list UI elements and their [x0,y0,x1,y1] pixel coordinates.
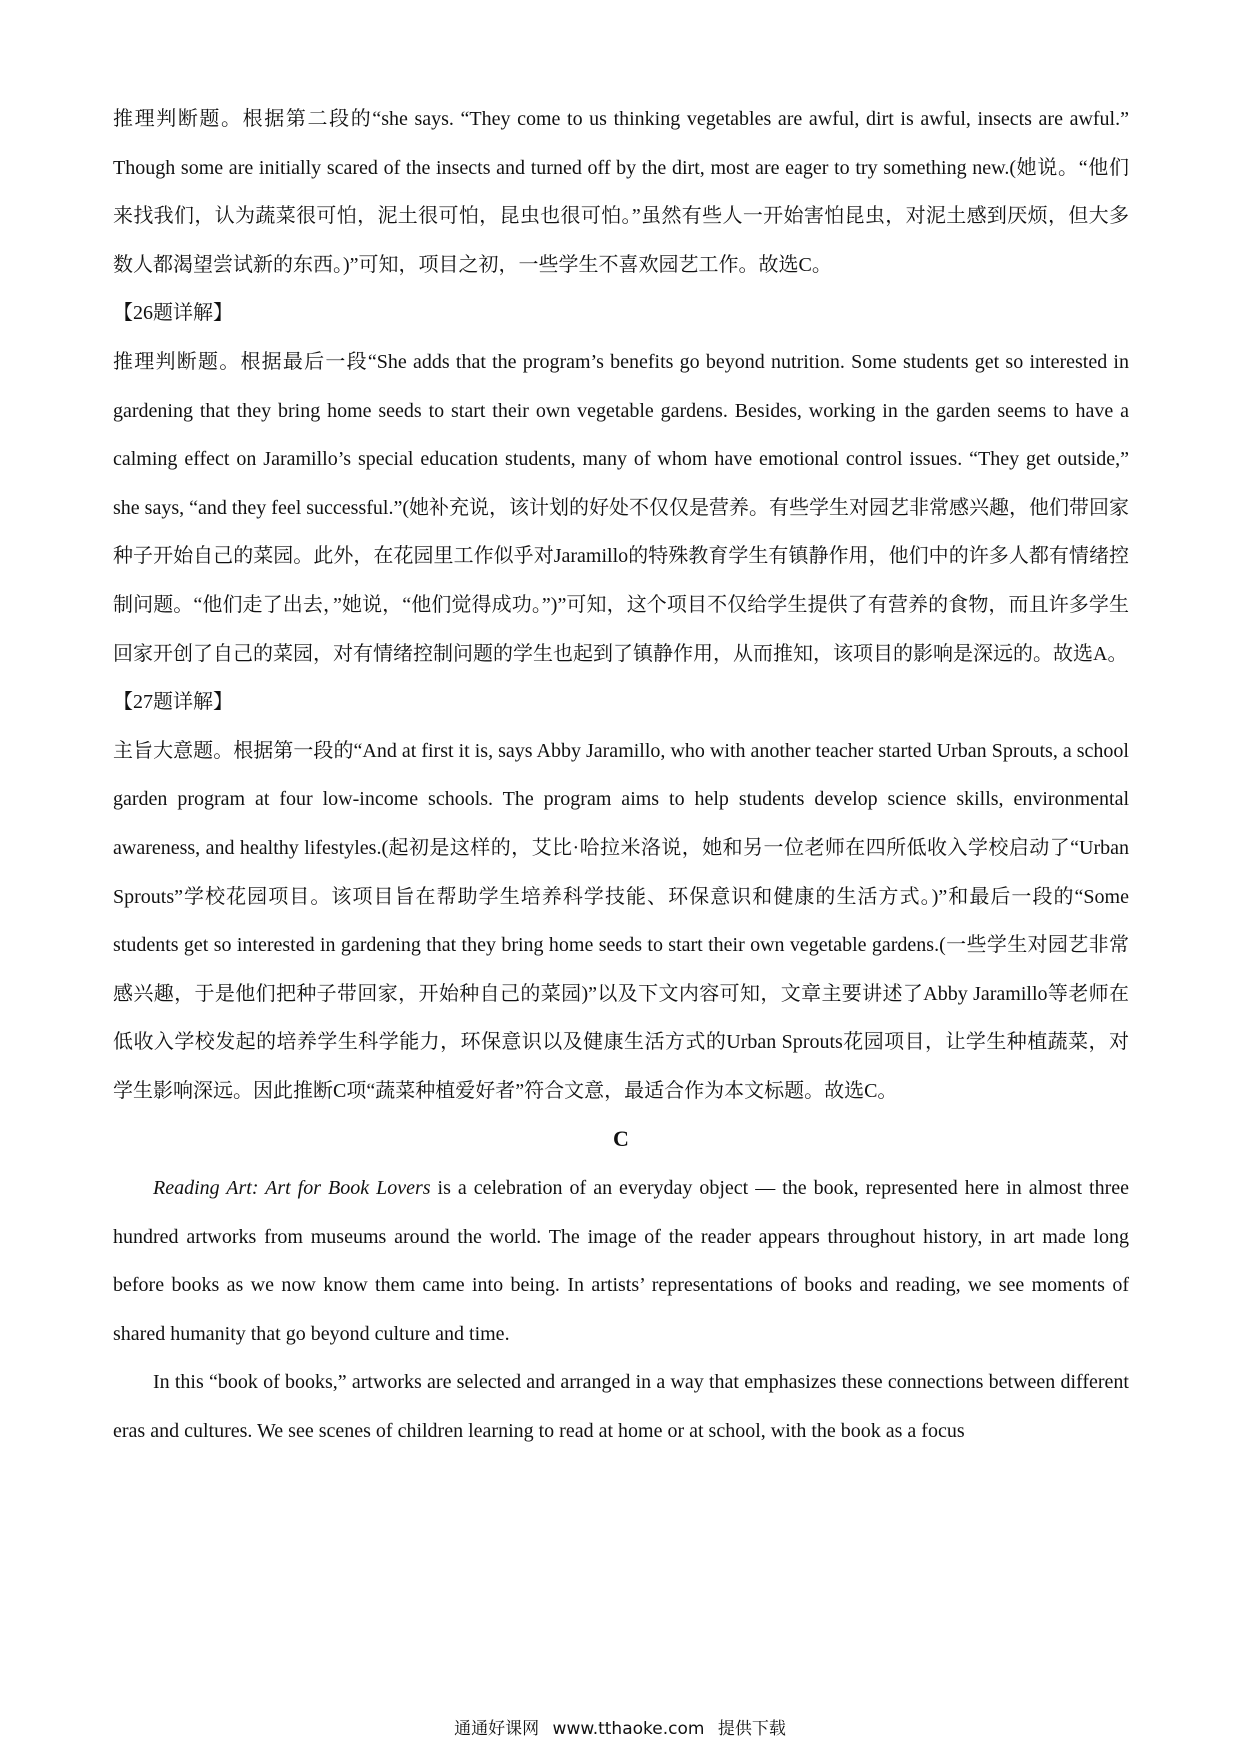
footer-note: 提供下载 [717,1719,786,1739]
q26-heading: 【26题详解】 [113,302,233,325]
page-footer [0,1714,1240,1739]
passage-c-paragraph-1-text: is a celebration of an everyday object — the book, represented here in almost three hundred artworks from museums around the world. The image of the reader appears throughout history, in art made long before books as we now know them came into being. In artists’ representations of books and reading, we see moments of shared humanity that go beyond culture and time. [113,1177,1130,1345]
footer-site-name: 通通好课网 [454,1719,540,1739]
q27-heading: 【27题详解】 [113,691,233,714]
passage-c-paragraph-2: In this “book of books,” artworks are selected and arranged in a way that emphasizes these connections between different eras and cultures. We see scenes of children learning to read at home or at school, with the book as a focus [113,1371,1129,1443]
q27-explanation: 主旨大意题。根据第一段的“And at first it is, says Abby Jaramillo, who with another teacher started Urban Sprouts, a school garden program at four low-income schools. The program aims to help students develop science skills, environmental awareness, and healthy lifestyles.(起初是这样的，艾比·哈拉米洛说，她和另一位老师在四所低收入学校启动了“Urban Sprouts”学校花园项目。该项目旨在帮助学生培养科学技能、环保意识和健康的生活方式。)”和最后一段的“Some students get so interested in gardening that they bring home seeds to start their own vegetable gardens.(一些学生对园艺非常感兴趣，于是他们把种子带回家，开始种自己的菜园)”以及下文内容可知，文章主要讲述了Abby Jaramillo等老师在低收入学校发起的培养学生科学能力，环保意识以及健康生活方式的Urban Sprouts花园项目，让学生种植蔬菜，对学生影响深远。因此推断C项“蔬菜种植爱好者”符合文意，最适合作为本文标题。故选C。 [113,739,1129,1102]
q25-explanation: 推理判断题。根据第二段的“she says. “They come to us thinking vegetables are awful, dirt is awful, insects are awful.” Though some are initially scared of the insects and turned off by the dirt, most are eager to try something new.(她说。“他们来找我们，认为蔬菜很可怕，泥土很可怕，昆虫也很可怕。”虽然有些人一开始害怕昆虫，对泥土感到厌烦，但大多数人都渴望尝试新的东西。)”可知，项目之初，一些学生不喜欢园艺工作。故选C。 [113,108,1129,276]
footer-url[interactable]: www.tthaoke.com [552,1719,705,1739]
section-c-title: C [613,1126,629,1152]
q26-explanation: 推理判断题。根据最后一段“She adds that the program’s benefits go beyond nutrition. Some students get so interested in gardening that they bring home seeds to start their own vegetable gardens. Besides, working in the garden seems to have a calming effect on Jaramillo’s special education students, many of whom have emotional control issues. “They get outside,” she says, “and they feel successful.”(她补充说，该计划的好处不仅仅是营养。有些学生对园艺非常感兴趣，他们带回家种子开始自己的菜园。此外，在花园里工作似乎对Jaramillo的特殊教育学生有镇静作用，他们中的许多人都有情绪控制问题。“他们走了出去，”她说，“他们觉得成功。”)”可知，这个项目不仅给学生提供了有营养的食物，而且许多学生回家开创了自己的菜园，对有情绪控制问题的学生也起到了镇静作用，从而推知，该项目的影响是深远的。故选A。 [113,350,1129,665]
book-title: Reading Art: Art for Book Lovers [153,1177,431,1200]
passage-c-paragraph-1 [113,1164,1129,1358]
document-body [113,95,1129,1456]
